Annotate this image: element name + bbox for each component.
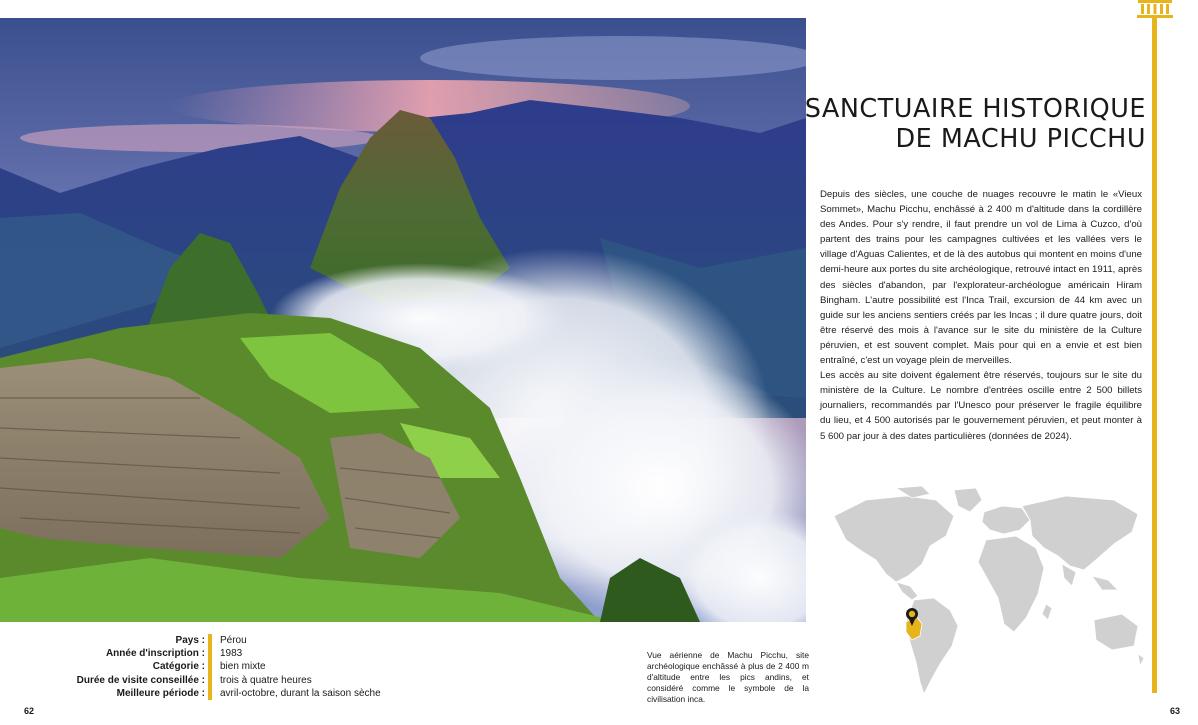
fact-divider bbox=[208, 687, 212, 700]
photo-caption: Vue aérienne de Machu Picchu, site archéologique enchâssé à plus de 2 400 m d'altitude entre les pics andins, et considéré comme le symbole de la civilisation inca. bbox=[647, 650, 809, 704]
fact-divider bbox=[208, 660, 212, 673]
fact-label: Année d'inscription : bbox=[105, 648, 205, 660]
gold-accent-bar bbox=[1152, 16, 1157, 693]
fact-label: Durée de visite conseillée : bbox=[76, 674, 205, 686]
fact-label: Meilleure période : bbox=[116, 687, 205, 699]
page-title bbox=[805, 94, 1146, 154]
paragraph-1: Depuis des siècles, une couche de nuages recouvre le matin le «Vieux Sommet», Machu Picchu, enchâssé à 2 400 m d'altitude dans la cordillère des Andes. Pour s'y rendre, il faut prendre un vol de Lima à Cuzco, d'où partent des trains pour les campagnes cultivées et les vallées vers le village d'Aguas Calientes, et de là des autobus qui montent en moins d'une demi-heure aux portes du site archéologique, retrouvé intact en 1911, après des siècles d'abandon, par l'explorateur-archéologue américain Hiram Bingham. L'autre possibilité est l'Inca Trail, excursion de 44 km avec un guide sur les anciens sentiers créés par les Incas ; il dure quatre jours, doit être réservé des mois à l'avance sur le site du ministère de la Culture péruvien, et est souvent complet. Mais pour qui en a envie et est bien entraîné, c'est un voyage plein de merveilles. bbox=[820, 189, 1142, 367]
fact-value: avril-octobre, durant la saison sèche bbox=[220, 687, 381, 699]
fact-label: Catégorie : bbox=[152, 661, 205, 673]
machu-picchu-photo bbox=[0, 18, 806, 622]
title-line-2: DE MACHU PICCHU bbox=[895, 124, 1146, 154]
page-number-left: 62 bbox=[24, 706, 35, 716]
fact-value: Pérou bbox=[220, 635, 247, 646]
fact-row-best-period bbox=[60, 687, 480, 700]
page-number-right: 63 bbox=[1169, 706, 1180, 716]
title-line-1: SANCTUAIRE HISTORIQUE bbox=[804, 94, 1146, 124]
fact-value: 1983 bbox=[220, 648, 243, 660]
fact-divider bbox=[208, 634, 212, 647]
site-facts bbox=[60, 634, 480, 700]
fact-row-duration bbox=[60, 674, 480, 687]
paragraph-2: Les accès au site doivent également être réservés, toujours sur le site du ministère de la Culture. Le nombre d'entrées oscille entre 2 500 billets journaliers, recommandés par l'Unesco pour préserver le fragile équilibre du lieu, et 4 500 autorisés par le gouvernement péruvien, et peut monter à 5 600 par jour à des dates particulières (données de 2024). bbox=[820, 370, 1142, 442]
article-body bbox=[820, 187, 1142, 444]
fact-row-category bbox=[60, 660, 480, 673]
fact-divider bbox=[208, 647, 212, 660]
fact-value: trois à quatre heures bbox=[220, 674, 312, 686]
fact-label: Pays : bbox=[175, 635, 205, 646]
world-map bbox=[826, 486, 1146, 700]
fact-row-country bbox=[60, 634, 480, 647]
fact-row-year bbox=[60, 647, 480, 660]
fact-divider bbox=[208, 674, 212, 687]
fact-value: bien mixte bbox=[220, 661, 266, 673]
